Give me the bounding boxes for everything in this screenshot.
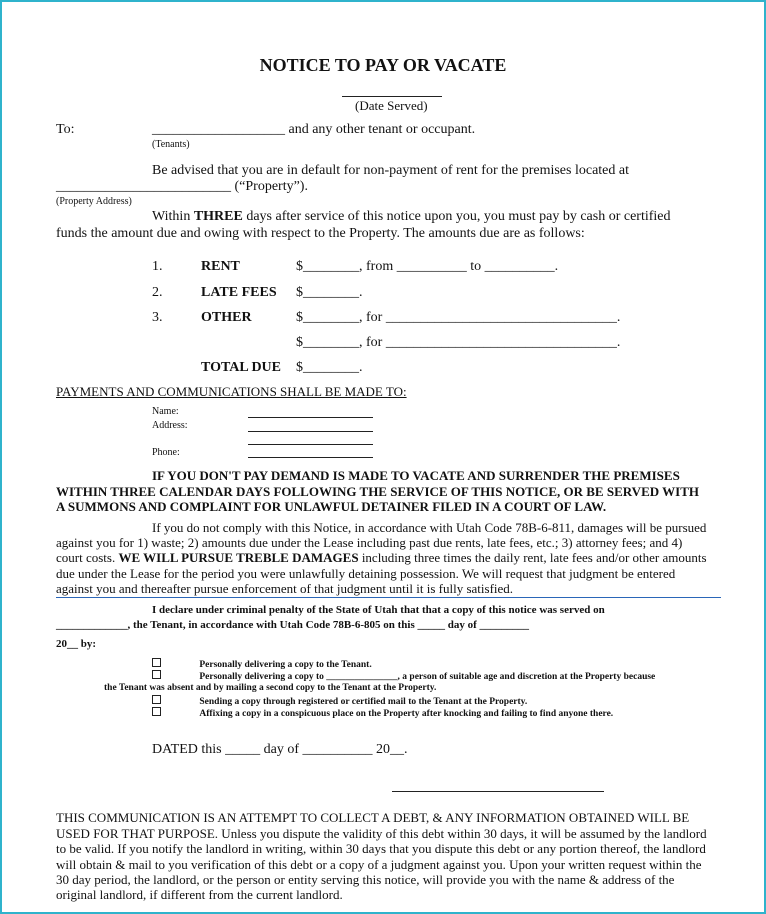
damages-line-1: If you do not comply with this Notice, in accordance with Utah Code 78B-6-811, damages will be pursued: [152, 520, 707, 535]
item-num-1: 1.: [152, 259, 163, 274]
signature-line[interactable]: [392, 791, 604, 792]
item-amount-other-2[interactable]: $________, for _________________________________.: [296, 335, 621, 350]
item-amount-rent[interactable]: $________, from __________ to __________.: [296, 259, 559, 274]
damages-line-5: against you and thereafter pursue enforcement of that judgment until it is fully satisfied.: [56, 581, 514, 596]
option-suitable-person: Personally delivering a copy to _______________, a person of suitable age and discretion at the Property because: [199, 672, 656, 682]
declare-line-3: 20__ by:: [56, 638, 97, 650]
item-label-other: OTHER: [201, 310, 252, 325]
dated-line[interactable]: DATED this _____ day of __________ 20__.: [152, 742, 408, 757]
demand-line-2: WITHIN THREE CALENDAR DAYS FOLLOWING THE SERVICE OF THIS NOTICE, OR BE SERVED WITH: [56, 484, 699, 499]
contact-name-line[interactable]: [248, 417, 373, 418]
date-served-line: [342, 96, 442, 97]
checkbox-affixing[interactable]: [152, 707, 161, 716]
demand-line-3: A SUMMONS AND COMPLAINT FOR UNLAWFUL DETAINER FILED IN A COURT OF LAW.: [56, 499, 607, 514]
contact-address-label: Address:: [152, 420, 188, 431]
property-address-label: (Property Address): [56, 196, 132, 207]
to-rest-text: and any other tenant or occupant.: [288, 122, 476, 137]
item-amount-total-due[interactable]: $________.: [296, 360, 363, 375]
item-label-total-due: TOTAL DUE: [201, 360, 282, 375]
item-amount-other[interactable]: $________, for _________________________________.: [296, 310, 621, 325]
payments-heading: PAYMENTS AND COMMUNICATIONS SHALL BE MADE TO:: [56, 384, 407, 399]
section-divider: [56, 597, 721, 598]
contact-phone-label: Phone:: [152, 447, 180, 458]
option-affixing: Affixing a copy in a conspicuous place on the Property after knocking and failing to find anyone there.: [199, 709, 614, 719]
option-personal-delivery: Personally delivering a copy to the Tenant.: [199, 660, 372, 670]
disclaimer-line-6: original landlord, if different from the current landlord.: [56, 887, 343, 902]
damages-line-3-post: including three times the daily rent, late fees and/or other amounts: [361, 550, 707, 565]
property-label: (“Property”).: [234, 179, 308, 194]
within-pre: Within: [152, 209, 191, 224]
property-blank[interactable]: _________________________: [56, 179, 231, 194]
tenants-label: (Tenants): [152, 139, 190, 150]
option-certified-mail: Sending a copy through registered or certified mail to the Tenant at the Property.: [199, 697, 528, 707]
damages-line-2: against you for 1) waste; 2) amounts due under the Lease including past due rents, late fees, etc.; 3) attorney fees; and 4): [56, 535, 683, 550]
contact-address-line-2[interactable]: [248, 444, 373, 445]
disclaimer-line-5: 30 day period, the landlord, or the person or entity serving this notice, will provide you with the name & address of the: [56, 872, 675, 887]
advised-text: Be advised that you are in default for non-payment of rent for the premises located at: [152, 163, 629, 178]
within-post: days after service of this notice upon you, you must pay by cash or certified: [246, 209, 671, 224]
damages-line-4: due under the Lease for the period you were unlawfully detaining possession. We will request that judgment be entered: [56, 566, 676, 581]
to-label: To:: [56, 122, 75, 137]
within-line2: funds the amount due and owing with respect to the Property. The amounts due are as follows:: [56, 226, 585, 241]
date-served-label: (Date Served): [355, 98, 428, 113]
item-label-rent: RENT: [201, 259, 240, 274]
declare-line-2[interactable]: _____________, the Tenant, in accordance with Utah Code 78B-6-805 on this _____ day of _________: [56, 619, 530, 631]
tenants-blank[interactable]: ___________________: [152, 122, 285, 137]
disclaimer-line-2: USED FOR THAT PURPOSE. Unless you dispute the validity of this debt within 30 days, it will be assumed by the landlord: [56, 826, 707, 841]
item-num-3: 3.: [152, 310, 163, 325]
disclaimer-line-4: will obtain & mail to you verification of this debt or a copy of a judgment against you. Upon your written request within the: [56, 857, 702, 872]
disclaimer-line-3: to be valid. If you notify the landlord in writing, within 30 days that you dispute this debt or any portion thereof, the landlord: [56, 841, 706, 856]
contact-address-line-1[interactable]: [248, 431, 373, 432]
treble-damages-text: WE WILL PURSUE TREBLE DAMAGES: [118, 550, 359, 565]
disclaimer-line-1: THIS COMMUNICATION IS AN ATTEMPT TO COLLECT A DEBT, & ANY INFORMATION OBTAINED WILL BE: [56, 810, 690, 825]
within-bold: THREE: [193, 209, 243, 224]
declare-line-1: I declare under criminal penalty of the State of Utah that that a copy of this notice was served on: [152, 604, 605, 616]
checkbox-personal-delivery[interactable]: [152, 658, 161, 667]
checkbox-suitable-person[interactable]: [152, 670, 161, 679]
item-label-late-fees: LATE FEES: [201, 285, 277, 300]
contact-name-label: Name:: [152, 406, 179, 417]
demand-line-1: IF YOU DON'T PAY DEMAND IS MADE TO VACATE AND SURRENDER THE PREMISES: [152, 468, 680, 483]
checkbox-certified-mail[interactable]: [152, 695, 161, 704]
item-amount-late-fees[interactable]: $________.: [296, 285, 363, 300]
item-num-2: 2.: [152, 285, 163, 300]
option-suitable-person-cont: the Tenant was absent and by mailing a second copy to the Tenant at the Property.: [104, 683, 437, 693]
document-title: NOTICE TO PAY OR VACATE: [259, 55, 507, 75]
contact-phone-line[interactable]: [248, 457, 373, 458]
damages-line-3-pre: court costs.: [56, 550, 116, 565]
